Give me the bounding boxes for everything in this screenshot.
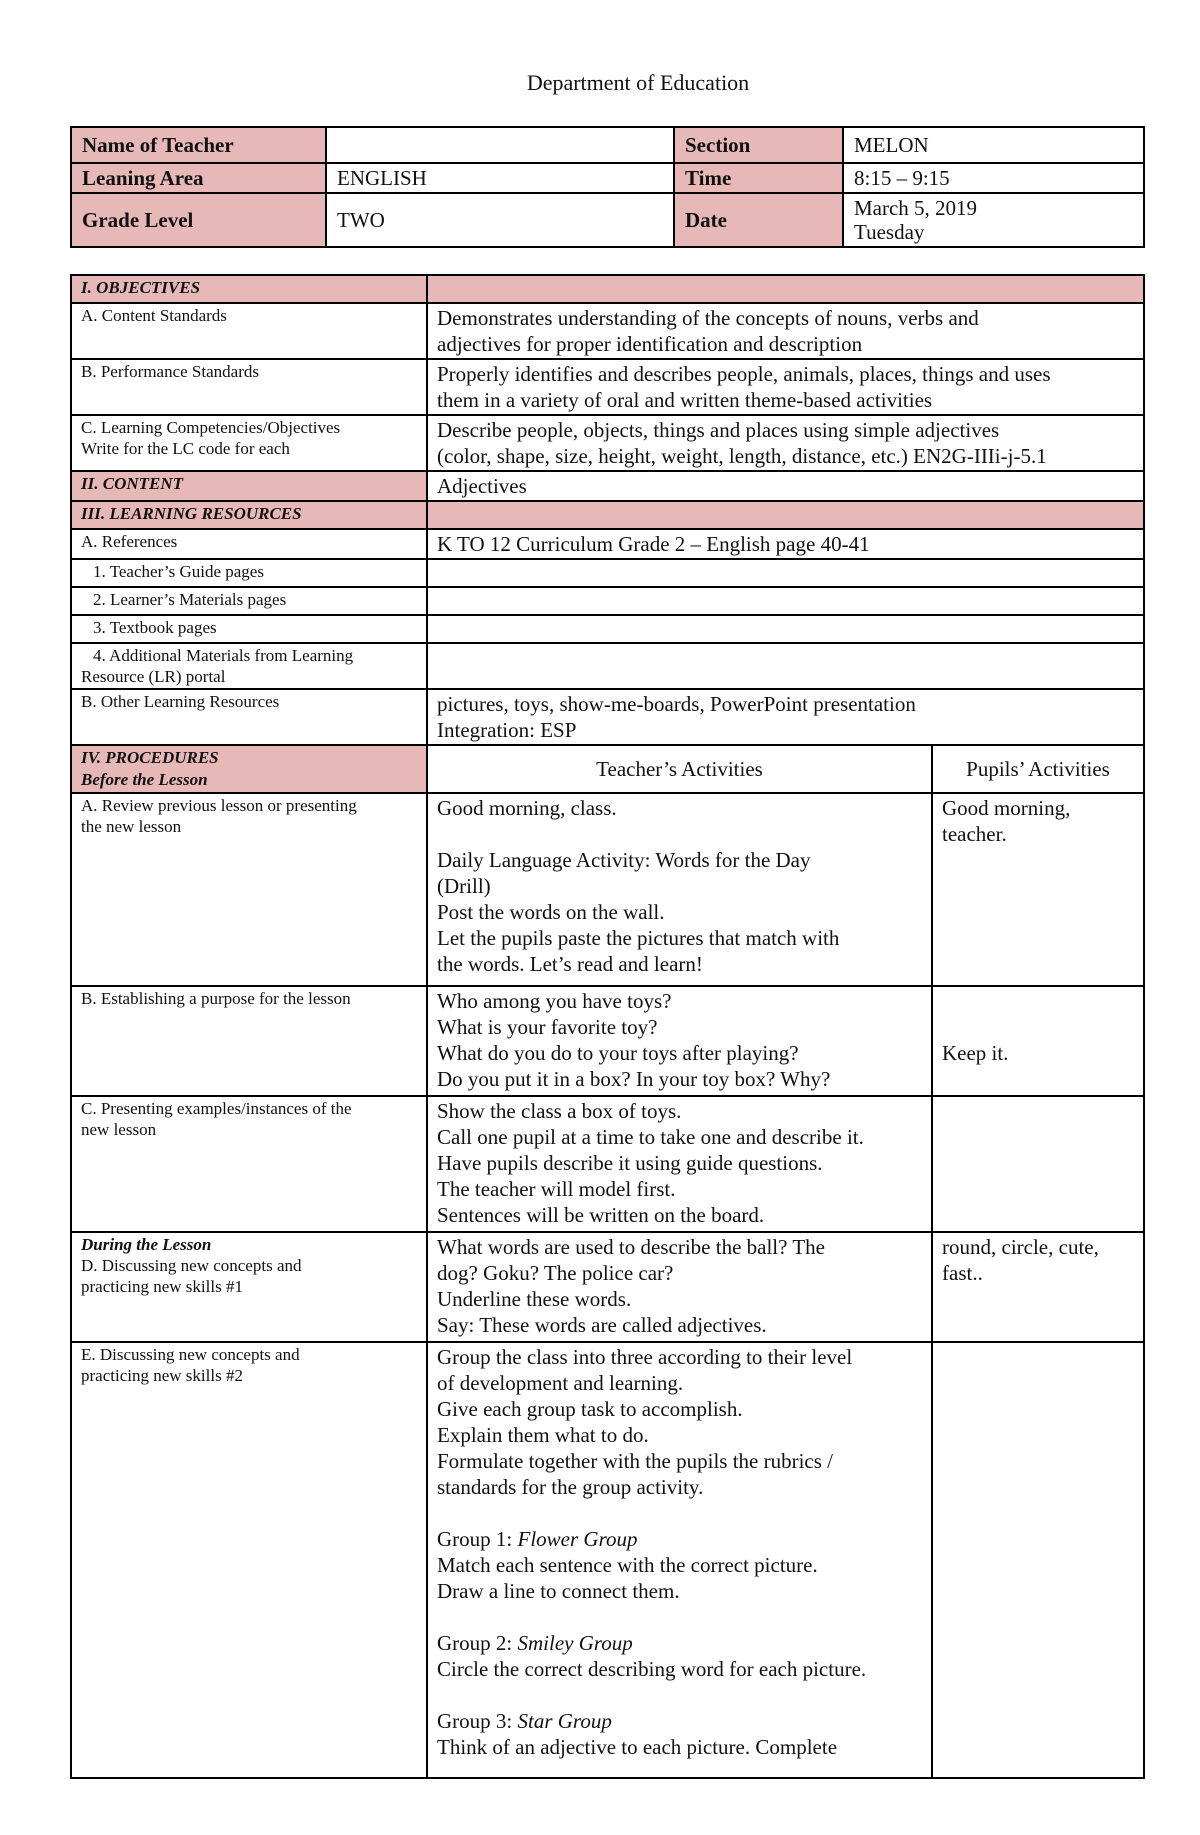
text-line: dog? Goku? The police car?: [437, 1261, 674, 1285]
time-label: Time: [674, 163, 843, 193]
textbook-pages-label: [71, 615, 427, 643]
performance-standards-label: B. Performance Standards: [71, 359, 427, 415]
text-line: of development and learning.: [437, 1371, 684, 1395]
text-line: teacher.: [942, 822, 1007, 846]
step-a-label: [71, 793, 427, 986]
text-line: Formulate together with the pupils the rubrics /: [437, 1449, 834, 1473]
text-line: Underline these words.: [437, 1287, 632, 1311]
group-name: Flower Group: [517, 1527, 638, 1551]
text-line: fast..: [942, 1261, 983, 1285]
text-line: Daily Language Activity: Words for the Day: [437, 848, 811, 872]
text-line: Match each sentence with the correct picture.: [437, 1553, 818, 1577]
group-2-title: [437, 1630, 922, 1656]
performance-standards-value: [427, 359, 1144, 415]
content-value: Adjectives: [427, 471, 1144, 501]
section-value: MELON: [843, 127, 1144, 163]
text-line: Sentences will be written on the board.: [437, 1203, 765, 1227]
label-line: E. Discussing new concepts and: [81, 1345, 300, 1364]
procedures-title: IV. PROCEDURES: [81, 748, 219, 767]
label-line: practicing new skills #2: [81, 1366, 243, 1385]
name-of-teacher-value: [326, 127, 674, 163]
step-a-teacher: [427, 793, 932, 986]
text-line: Give each group task to accomplish.: [437, 1397, 743, 1421]
date-label: Date: [674, 193, 843, 247]
other-resources-value: [427, 689, 1144, 745]
step-a-pupil: [932, 793, 1144, 986]
label-line: Resource (LR) portal: [81, 667, 226, 686]
group-1-title: [437, 1526, 922, 1552]
text-line: Good morning,: [942, 796, 1071, 820]
label-line: practicing new skills #1: [81, 1277, 243, 1296]
label-line: D. Discussing new concepts and: [81, 1256, 302, 1275]
group-prefix: Group 1:: [437, 1527, 518, 1551]
pupil-activities-header: Pupils’ Activities: [932, 745, 1144, 793]
text-line: What is your favorite toy?: [437, 1015, 658, 1039]
textbook-pages-value: [427, 615, 1144, 643]
label-line: C. Presenting examples/instances of the: [81, 1099, 352, 1118]
step-b-label: B. Establishing a purpose for the lesson: [71, 986, 427, 1096]
step-c-teacher: [427, 1096, 932, 1232]
content-standards-label: A. Content Standards: [71, 303, 427, 359]
text-line: pictures, toys, show-me-boards, PowerPoint presentation: [437, 692, 916, 716]
group-name: Smiley Group: [517, 1631, 633, 1655]
text-line: Draw a line to connect them.: [437, 1579, 680, 1603]
text-line: Group the class into three according to their level: [437, 1345, 853, 1369]
step-e-pupil: [932, 1342, 1144, 1778]
text-line: Circle the correct describing word for each picture.: [437, 1657, 867, 1681]
label-line: the new lesson: [81, 817, 182, 836]
name-of-teacher-label: Name of Teacher: [71, 127, 326, 163]
text-line: Good morning, class.: [437, 796, 617, 820]
before-lesson-label: Before the Lesson: [81, 770, 208, 789]
text-line: (Drill): [437, 874, 491, 898]
additional-materials-value: [427, 643, 1144, 689]
text-line: Describe people, objects, things and places using simple adjectives: [437, 418, 1000, 442]
text-line: What words are used to describe the ball? The: [437, 1235, 825, 1259]
text-line: The teacher will model first.: [437, 1177, 676, 1201]
grade-level-label: Grade Level: [71, 193, 326, 247]
group-name: Star Group: [517, 1709, 612, 1733]
text-line: Post the words on the wall.: [437, 900, 665, 924]
section-label: Section: [674, 127, 843, 163]
step-b-teacher: [427, 986, 932, 1096]
label-line: Write for the LC code for each: [81, 439, 290, 458]
procedures-heading: [71, 745, 427, 793]
content-standards-value: [427, 303, 1144, 359]
teachers-guide-label: [71, 559, 427, 587]
text-line: Think of an adjective to each picture. Complete: [437, 1735, 838, 1759]
competencies-label: [71, 415, 427, 471]
during-lesson-label: During the Lesson: [81, 1235, 212, 1254]
step-e-teacher: [427, 1342, 932, 1778]
text-line: adjectives for proper identification and description: [437, 332, 863, 356]
label-line: 4. Additional Materials from Learning: [93, 646, 354, 665]
other-resources-label: B. Other Learning Resources: [71, 689, 427, 745]
step-d-label: [71, 1232, 427, 1342]
grade-level-value: TWO: [326, 193, 674, 247]
text-line: Keep it.: [942, 1041, 1009, 1065]
step-b-pupil: [932, 986, 1144, 1096]
page-title: Department of Education: [526, 70, 750, 95]
step-c-pupil: [932, 1096, 1144, 1232]
step-d-teacher: [427, 1232, 932, 1342]
label-line: C. Learning Competencies/Objectives: [81, 418, 341, 437]
competencies-value: [427, 415, 1144, 471]
text-line: Integration: ESP: [437, 718, 577, 742]
spacer: [942, 988, 1134, 1014]
objectives-heading: I. OBJECTIVES: [71, 275, 427, 303]
date-value: [843, 193, 1144, 247]
label-line: new lesson: [81, 1120, 157, 1139]
label-line: 1. Teacher’s Guide pages: [93, 562, 264, 581]
text-line: them in a variety of oral and written theme-based activities: [437, 388, 933, 412]
step-c-label: [71, 1096, 427, 1232]
step-d-pupil: [932, 1232, 1144, 1342]
text-line: Show the class a box of toys.: [437, 1099, 682, 1123]
text-line: Say: These words are called adjectives.: [437, 1313, 767, 1337]
text-line: Do you put it in a box? In your toy box? Why?: [437, 1067, 831, 1091]
text-line: Explain them what to do.: [437, 1423, 649, 1447]
label-line: 2. Learner’s Materials pages: [93, 590, 287, 609]
time-value: 8:15 – 9:15: [843, 163, 1144, 193]
text-line: Properly identifies and describes people, animals, places, things and uses: [437, 362, 1051, 386]
learners-materials-value: [427, 587, 1144, 615]
group-prefix: Group 2:: [437, 1631, 518, 1655]
objectives-heading-fill: [427, 275, 1144, 303]
date-line: March 5, 2019: [854, 196, 978, 220]
spacer: [437, 1500, 922, 1526]
text-line: Have pupils describe it using guide questions.: [437, 1151, 823, 1175]
teacher-activities-header: Teacher’s Activities: [427, 745, 932, 793]
content-heading: II. CONTENT: [71, 471, 427, 501]
group-3-title: [437, 1708, 922, 1734]
text-line: standards for the group activity.: [437, 1475, 704, 1499]
text-line: Call one pupil at a time to take one and describe it.: [437, 1125, 864, 1149]
teachers-guide-value: [427, 559, 1144, 587]
text-line: the words. Let’s read and learn!: [437, 952, 703, 976]
spacer: [437, 1682, 922, 1708]
day-line: Tuesday: [854, 220, 925, 244]
text-line: round, circle, cute,: [942, 1235, 1099, 1259]
text-line: Demonstrates understanding of the concepts of nouns, verbs and: [437, 306, 979, 330]
lesson-plan-table: [70, 274, 1145, 1779]
text-line: What do you do to your toys after playing?: [437, 1041, 799, 1065]
spacer: [942, 1014, 1134, 1040]
learning-area-value: ENGLISH: [326, 163, 674, 193]
lesson-info-table: [70, 126, 1145, 248]
additional-materials-label: [71, 643, 427, 689]
step-e-label: [71, 1342, 427, 1778]
label-line: 3. Textbook pages: [93, 618, 217, 637]
text-line: Who among you have toys?: [437, 989, 672, 1013]
learning-area-label: Leaning Area: [71, 163, 326, 193]
learners-materials-label: [71, 587, 427, 615]
spacer: [437, 821, 922, 847]
label-line: A. Review previous lesson or presenting: [81, 796, 357, 815]
learning-resources-heading-fill: [427, 501, 1144, 529]
references-label: A. References: [71, 529, 427, 559]
spacer: [437, 1604, 922, 1630]
references-value: K TO 12 Curriculum Grade 2 – English page 40-41: [427, 529, 1144, 559]
group-prefix: Group 3:: [437, 1709, 518, 1733]
text-line: (color, shape, size, height, weight, length, distance, etc.) EN2G-IIIi-j-5.1: [437, 444, 1047, 468]
text-line: Let the pupils paste the pictures that match with: [437, 926, 840, 950]
learning-resources-heading: III. LEARNING RESOURCES: [71, 501, 427, 529]
